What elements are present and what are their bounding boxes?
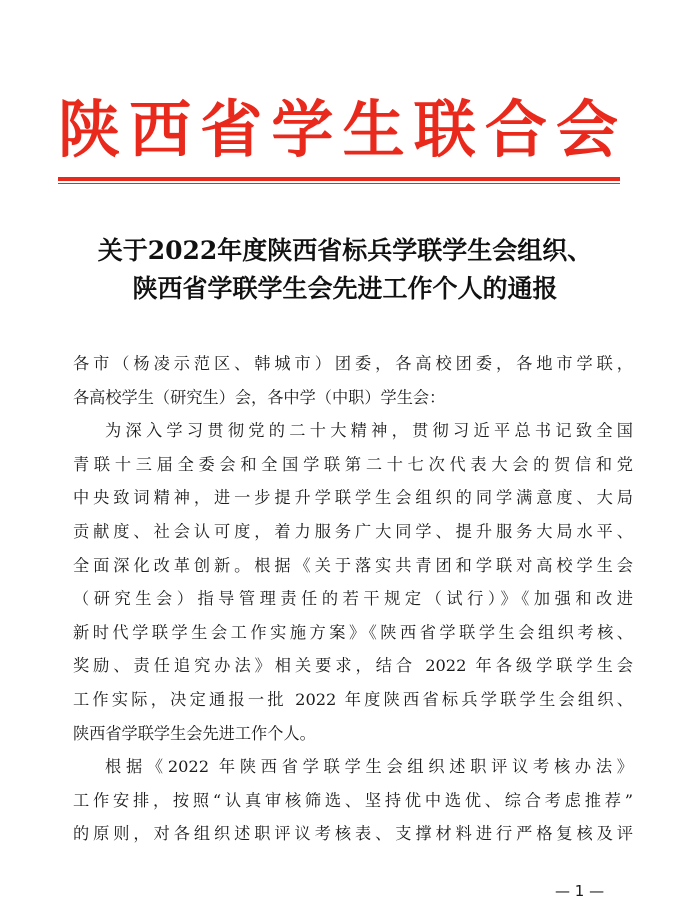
body-line: （研究生会）指导管理责任的若干规定（试行）》《加强和改进 [73,589,633,609]
body-line: 奖励、责任追究办法》相关要求，结合 2022 年各级学联学生会 [73,656,633,676]
salutation-line: 各高校学生（研究生）会，各中学（中职）学生会： [73,387,446,407]
body-line: 青联十三届全委会和全国学联第二十七次代表大会的贺信和党 [73,454,633,474]
masthead-char: 西 [129,93,192,166]
masthead-char: 学 [271,93,334,166]
masthead-char: 联 [413,93,476,166]
title-line-1: 关于2022年度陕西省标兵学联学生会组织、 [97,236,593,265]
body-line: 工作实际，决定通报一批 2022 年度陕西省标兵学联学生会组织、 [73,689,633,709]
masthead-char: 生 [342,93,405,166]
masthead-char: 会 [555,93,618,166]
salutation-line: 各市（杨凌示范区、韩城市）团委，各高校团委，各地市学联， [73,354,633,373]
body-line: 工作安排，按照“认真审核筛选、坚持优中选优、综合考虑推荐” [73,790,633,810]
masthead-char: 合 [484,93,547,166]
body-line: 根据《2022 年陕西省学联学生会组织述职评议考核办法》 [105,757,633,777]
body-line: 陕西省学联学生会先进工作个人。 [73,723,316,743]
masthead-divider-thin [58,183,620,184]
masthead-title [58,90,618,170]
title-line-2: 陕西省学联学生会先进工作个人的通报 [132,274,558,303]
document-title [60,232,630,308]
masthead-divider-thick [58,177,620,181]
document-body [73,347,633,851]
body-line: 的原则，对各组织述职评议考核表、支撑材料进行严格复核及评 [73,824,633,844]
body-line: 新时代学联学生会工作实施方案》《陕西省学联学生会组织考核、 [73,622,633,642]
masthead-char: 陕 [58,93,121,166]
masthead-char: 省 [200,93,263,166]
body-line: 全面深化改革创新。根据《关于落实共青团和学联对高校学生会 [73,555,633,575]
body-line: 为深入学习贯彻党的二十大精神，贯彻习近平总书记致全国 [105,421,633,441]
page-number: — 1 — [555,882,605,900]
body-line: 中央致词精神，进一步提升学联学生会组织的同学满意度、大局 [73,488,633,508]
body-line: 贡献度、社会认可度，着力服务广大同学、提升服务大局水平、 [73,521,633,541]
